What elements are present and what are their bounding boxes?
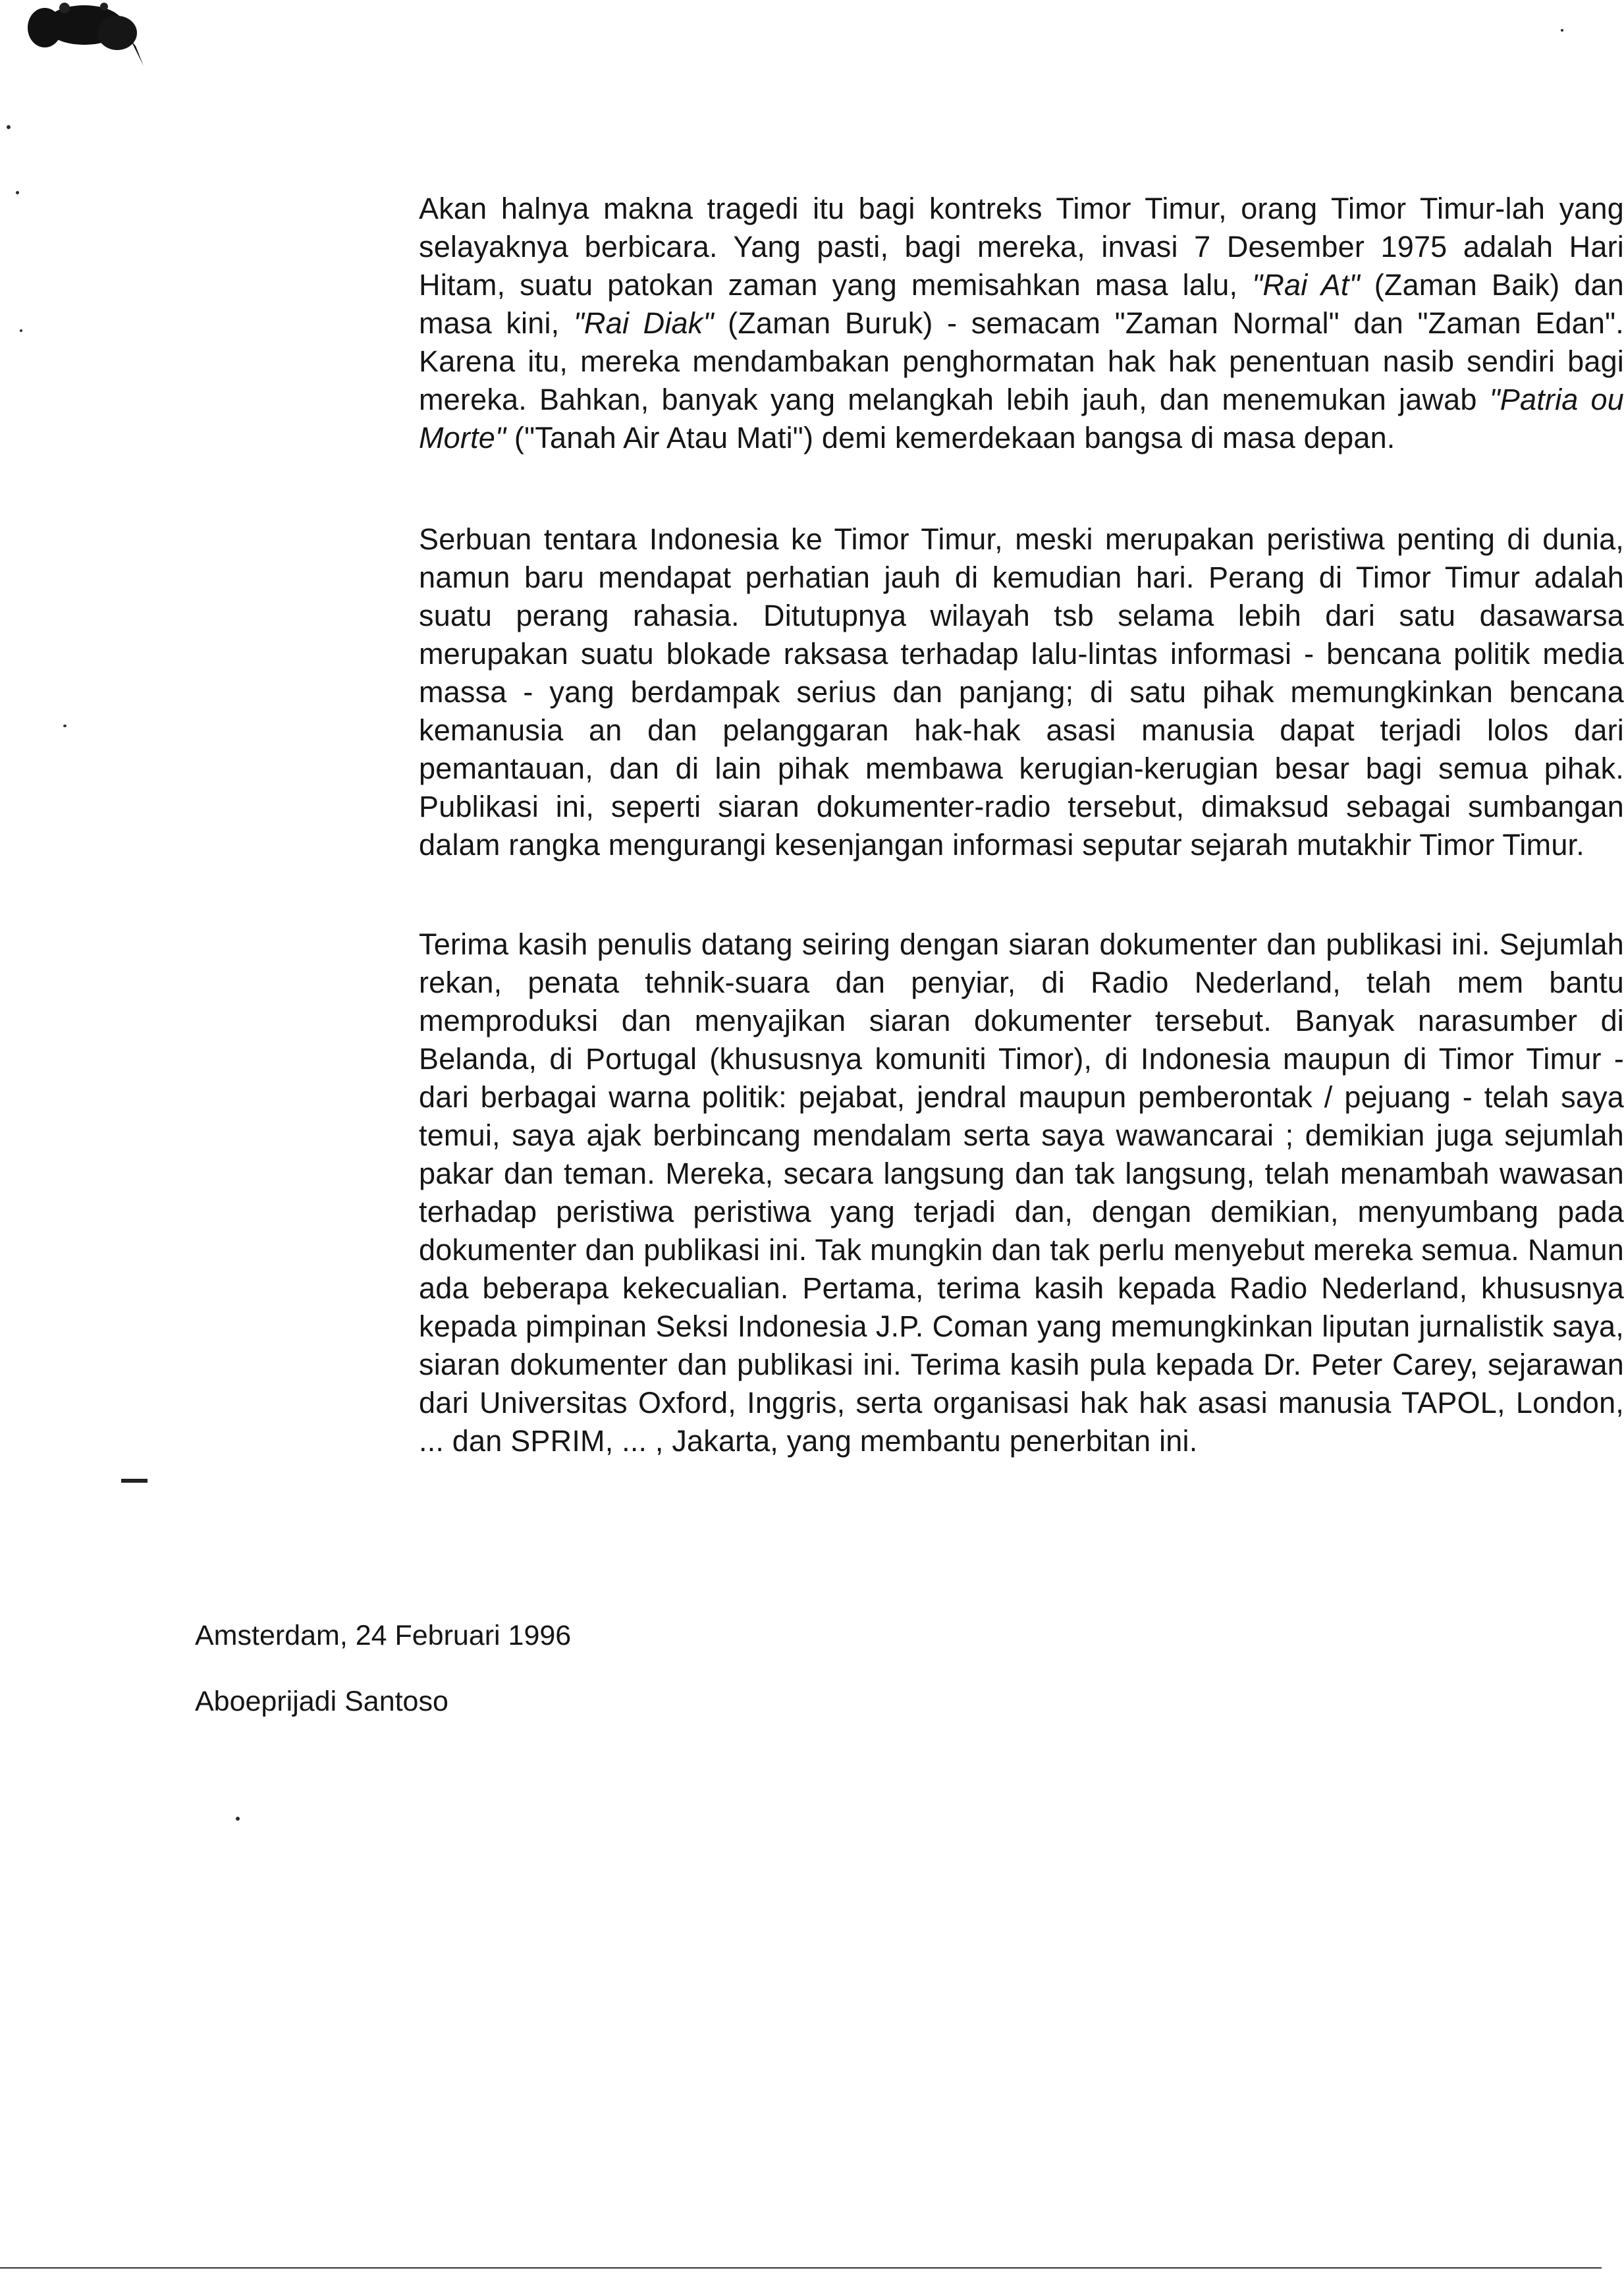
bottom-edge-line [0, 2266, 1602, 2270]
scan-speck [7, 125, 11, 129]
paragraph-1 [419, 190, 1624, 457]
text-run: Serbuan tentara Indonesia ke Timor Timur, meski merupakan peristiwa penting di dunia, namun baru mendapat perhatian jauh di kemudian hari. Perang di Timor Timur adalah suatu perang rahasia. Ditutupnya wilayah tsb selama lebih dari satu dasawarsa merupakan suatu blokade raksasa terhadap lalu-lintas informasi - bencana politik media massa - yang berdampak serius dan panjang; di satu pihak memungkinkan bencana kemanusia an dan pelanggaran hak-hak asasi manusia dapat terjadi lolos dari pemantauan, dan di lain pihak membawa kerugian-kerugian besar bagi semua pihak. Publikasi ini, seperti siaran dokumenter-radio tersebut, dimaksud sebagai sumbangan dalam rangka mengurangi kesenjangan informasi seputar sejarah mutakhir Timor Timur. [419, 522, 1624, 862]
italic-phrase: "Rai At" [1252, 268, 1360, 302]
place-date: Amsterdam, 24 Februari 1996 [195, 1620, 572, 1651]
scan-speck [1561, 29, 1563, 32]
text-run: (Zaman Baik) dan masa kini, [419, 268, 1624, 340]
text-run: (Zaman Buruk) - semacam "Zaman Normal" dan "Zaman Edan". Karena itu, mereka mendambakan penghormatan hak hak penentuan nasib sendiri bagi mereka. Bahkan, banyak yang melangkah lebih jauh, dan menemukan jawab [419, 306, 1624, 416]
paragraph-3 [419, 925, 1624, 1460]
paragraph-2 [419, 520, 1624, 864]
text-run: Akan halnya makna tragedi itu bagi kontreks Timor Timur, orang Timor Timur-lah yang selayaknya berbicara. Yang pasti, bagi mereka, invasi 7 Desember 1975 adalah Hari Hitam, suatu patokan zaman yang memisahkan masa lalu, [419, 192, 1624, 302]
italic-phrase: "Patria ou Morte" [419, 383, 1624, 455]
scan-speck [16, 191, 19, 194]
italic-phrase: "Rai Diak" [573, 306, 714, 340]
scan-speck [63, 725, 67, 727]
scan-speck [20, 329, 22, 332]
scan-speck [236, 1817, 240, 1821]
margin-mark [121, 1479, 148, 1483]
text-run: ("Tanah Air Atau Mati") demi kemerdekaan bangsa di masa depan. [506, 421, 1395, 455]
text-run: Terima kasih penulis datang seiring dengan siaran dokumenter dan publikasi ini. Sejumlah rekan, penata tehnik-suara dan penyiar, di Radio Nederland, telah mem bantu memproduksi dan menyajikan siaran dokumenter tersebut. Banyak narasumber di Belanda, di Portugal (khususnya komuniti Timor), di Indonesia maupun di Timor Timur - dari berbagai warna politik: pejabat, jendral maupun pemberontak / pejuang - telah saya temui, saya ajak berbincang mendalam serta saya wawancarai ; demikian juga sejumlah pakar dan teman. Mereka, secara langsung dan tak langsung, telah menambah wawasan terhadap peristiwa peristiwa yang terjadi dan, dengan demikian, menyumbang pada dokumenter dan publikasi ini. Tak mungkin dan tak perlu menyebut mereka semua. Namun ada beberapa kekecualian. Pertama, terima kasih kepada Radio Nederland, khususnya kepada pimpinan Seksi Indonesia J.P. Coman yang memungkinkan liputan jurnalistik saya, siaran dokumenter dan publikasi ini. Terima kasih pula kepada Dr. Peter Carey, sejarawan dari Universitas Oxford, Inggris, serta organisasi hak hak asasi manusia TAPOL, London, ... dan SPRIM, ... , Jakarta, yang membantu penerbitan ini. [419, 927, 1624, 1458]
ink-blot-mark [18, 0, 150, 72]
author-name: Aboeprijadi Santoso [195, 1686, 448, 1717]
